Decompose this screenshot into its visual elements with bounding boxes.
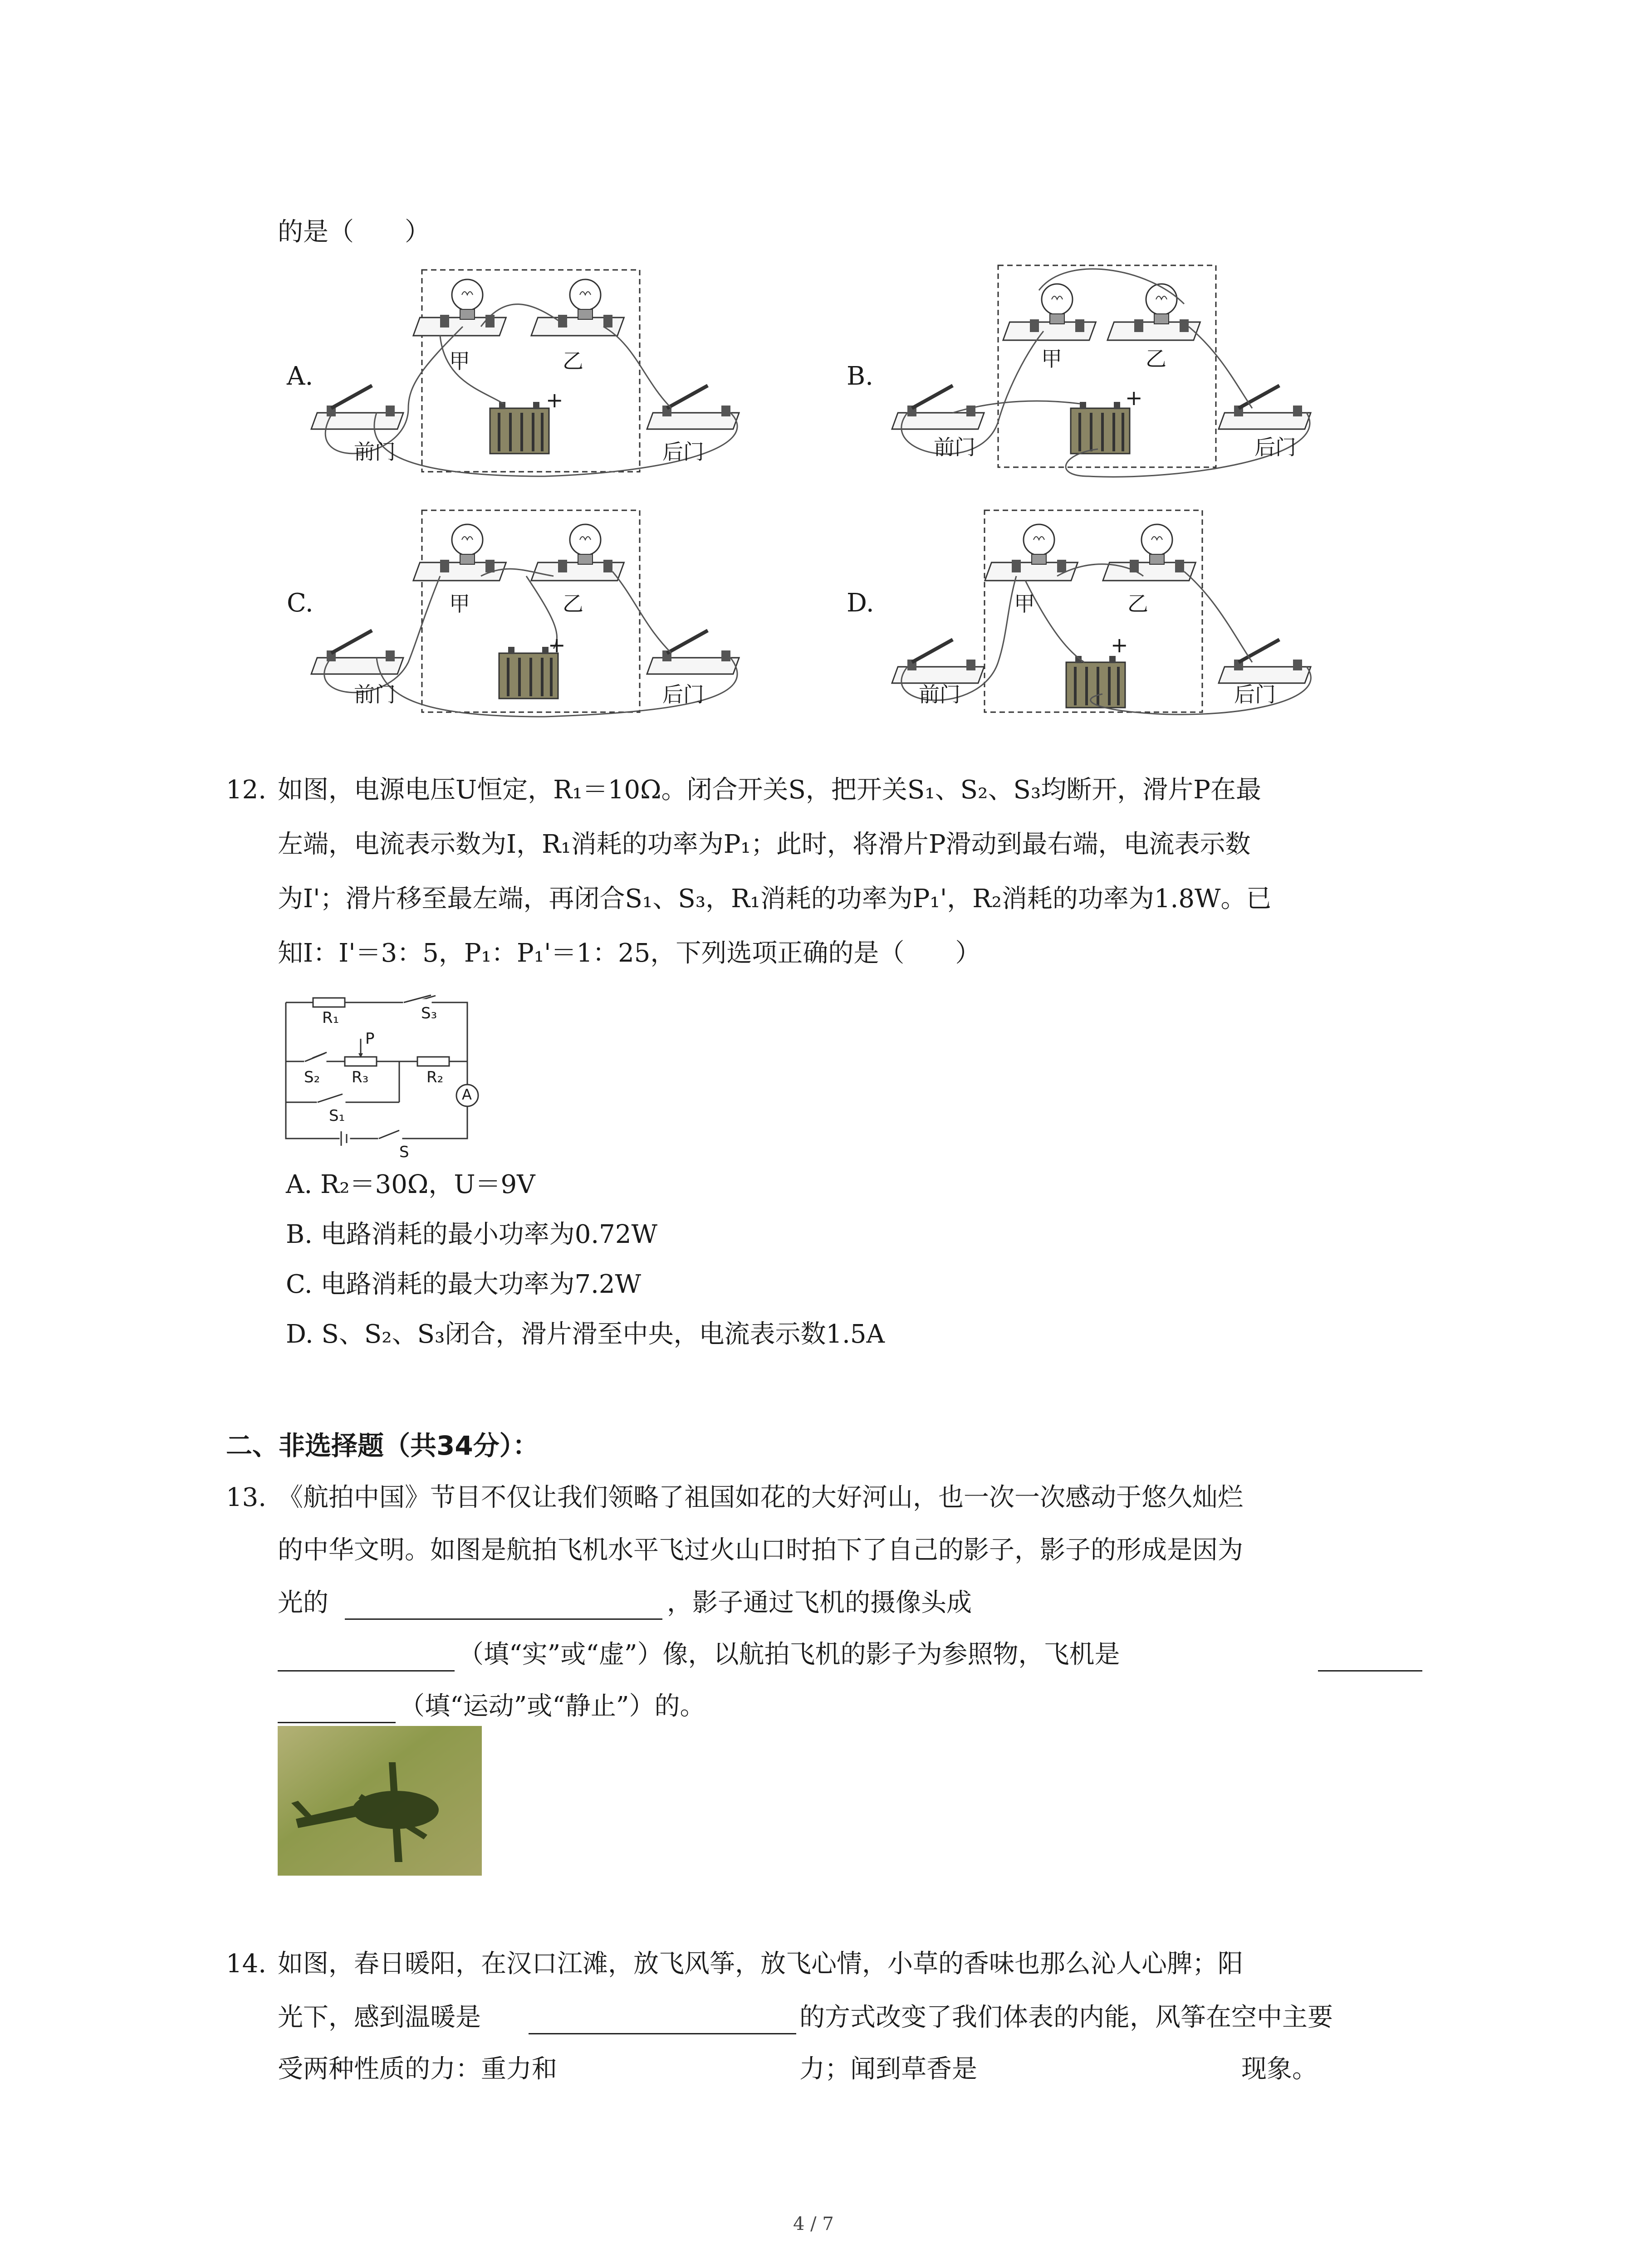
question-tail: 的是（ ） bbox=[278, 217, 430, 247]
q13-number: 13. bbox=[226, 1483, 267, 1512]
helicopter-shadow-svg bbox=[278, 1726, 482, 1876]
section-heading: 二、非选择题（共34分）： bbox=[226, 1430, 539, 1461]
q12-circuit-diagram bbox=[277, 993, 490, 1161]
q12-line4: 知I：I'＝3：5，P₁：P₁'＝1：25，下列选项正确的是（ ） bbox=[278, 938, 981, 968]
q14-line2b: 的方式改变了我们体表的内能，风筝在空中主要 bbox=[799, 2003, 1333, 2032]
switch-front-d: 前门 bbox=[919, 682, 960, 707]
q13-blank-1[interactable] bbox=[345, 1591, 662, 1620]
helicopter-shadow-photo bbox=[278, 1726, 482, 1876]
q13-line1: 《航拍中国》节目不仅让我们领略了祖国如花的大好河山，也一次一次感动于悠久灿烂 bbox=[278, 1483, 1243, 1512]
q14-line3b: 力；闻到草香是 bbox=[799, 2054, 977, 2084]
lamp-yi-b: 乙 bbox=[1146, 347, 1166, 371]
lamp-yi-d: 乙 bbox=[1127, 591, 1148, 616]
option-a-label: A. bbox=[287, 362, 314, 391]
label-r2: R₂ bbox=[426, 1068, 444, 1086]
q13-blank-3b[interactable] bbox=[278, 1695, 396, 1723]
battery-plus-d: + bbox=[1111, 633, 1128, 657]
q12-line3: 为I'；滑片移至最左端，再闭合S₁、S₃，R₁消耗的功率为P₁'，R₂消耗的功率为1.8W。已 bbox=[278, 884, 1272, 914]
lamp-jia-b: 甲 bbox=[1041, 347, 1062, 371]
label-r3: R₃ bbox=[352, 1068, 369, 1086]
lamp-jia-d: 甲 bbox=[1014, 591, 1035, 616]
q13-line4a: （填“实”或“虚”）像，以航拍飞机的影子为参照物，飞机是 bbox=[458, 1640, 1120, 1669]
q14-line1: 如图，春日暖阳，在汉口江滩，放飞风筝，放飞心情，小草的香味也那么沁人心脾；阳 bbox=[278, 1949, 1243, 1979]
q13-line2: 的中华文明。如图是航拍飞机水平飞过火山口时拍下了自己的影子，影子的形成是因为 bbox=[278, 1535, 1243, 1565]
switch-front-a: 前门 bbox=[354, 440, 396, 464]
q14-line2a: 光下，感到温暖是 bbox=[278, 2003, 481, 2032]
q12-option-c: C. 电路消耗的最大功率为7.2W bbox=[286, 1270, 642, 1299]
lamp-jia-a: 甲 bbox=[449, 349, 470, 373]
q13-line5: （填“运动”或“静止”）的。 bbox=[399, 1691, 705, 1721]
q14-blank-1[interactable] bbox=[529, 2006, 796, 2034]
q13-line3a: 光的 bbox=[278, 1588, 328, 1618]
circuit-options-figure bbox=[272, 263, 1352, 744]
lamp-yi-c: 乙 bbox=[563, 591, 583, 616]
option-c-label: C. bbox=[287, 588, 314, 618]
label-s: S bbox=[399, 1143, 409, 1161]
battery-plus-c: + bbox=[548, 633, 566, 657]
q14-line3a: 受两种性质的力：重力和 bbox=[278, 2054, 557, 2084]
circuit-options-svg bbox=[272, 263, 1352, 744]
switch-back-a: 后门 bbox=[662, 440, 704, 464]
switch-front-b: 前门 bbox=[934, 435, 975, 459]
option-b-label: B. bbox=[847, 362, 873, 391]
q12-line2: 左端，电流表示数为I，R₁消耗的功率为P₁；此时，将滑片P滑动到最右端，电流表示数 bbox=[278, 830, 1251, 859]
switch-back-c: 后门 bbox=[662, 682, 704, 707]
q13-blank-3a[interactable] bbox=[1318, 1643, 1422, 1672]
q12-option-d: D. S、S₂、S₃闭合，滑片滑至中央，电流表示数1.5A bbox=[286, 1320, 885, 1349]
q12-number: 12. bbox=[226, 775, 267, 805]
switch-front-c: 前门 bbox=[354, 682, 396, 707]
label-p: P bbox=[365, 1030, 375, 1048]
q13-blank-2[interactable] bbox=[278, 1643, 455, 1672]
label-r1: R₁ bbox=[322, 1009, 339, 1027]
q14-line3c: 现象。 bbox=[1241, 2054, 1318, 2084]
battery-plus-b: + bbox=[1125, 386, 1143, 410]
label-s3: S₃ bbox=[421, 1004, 437, 1022]
lamp-yi-a: 乙 bbox=[563, 349, 583, 373]
q12-line1: 如图，电源电压U恒定，R₁＝10Ω。闭合开关S，把开关S₁、S₂、S₃均断开，滑片P在最 bbox=[278, 775, 1261, 805]
option-d-label: D. bbox=[847, 588, 874, 618]
q14-number: 14. bbox=[226, 1949, 267, 1979]
label-ammeter: A bbox=[462, 1086, 472, 1103]
q12-option-a: A. R₂＝30Ω，U＝9V bbox=[286, 1170, 535, 1199]
lamp-jia-c: 甲 bbox=[449, 591, 470, 616]
q13-line3b: ，影子通过飞机的摄像头成 bbox=[667, 1588, 972, 1618]
label-s1: S₁ bbox=[329, 1107, 345, 1125]
battery-plus-a: + bbox=[546, 388, 563, 412]
switch-back-d: 后门 bbox=[1234, 682, 1276, 707]
q12-option-b: B. 电路消耗的最小功率为0.72W bbox=[286, 1220, 657, 1249]
page-number: 4 / 7 bbox=[793, 2214, 834, 2234]
switch-back-b: 后门 bbox=[1254, 435, 1296, 459]
label-s2: S₂ bbox=[304, 1068, 320, 1086]
